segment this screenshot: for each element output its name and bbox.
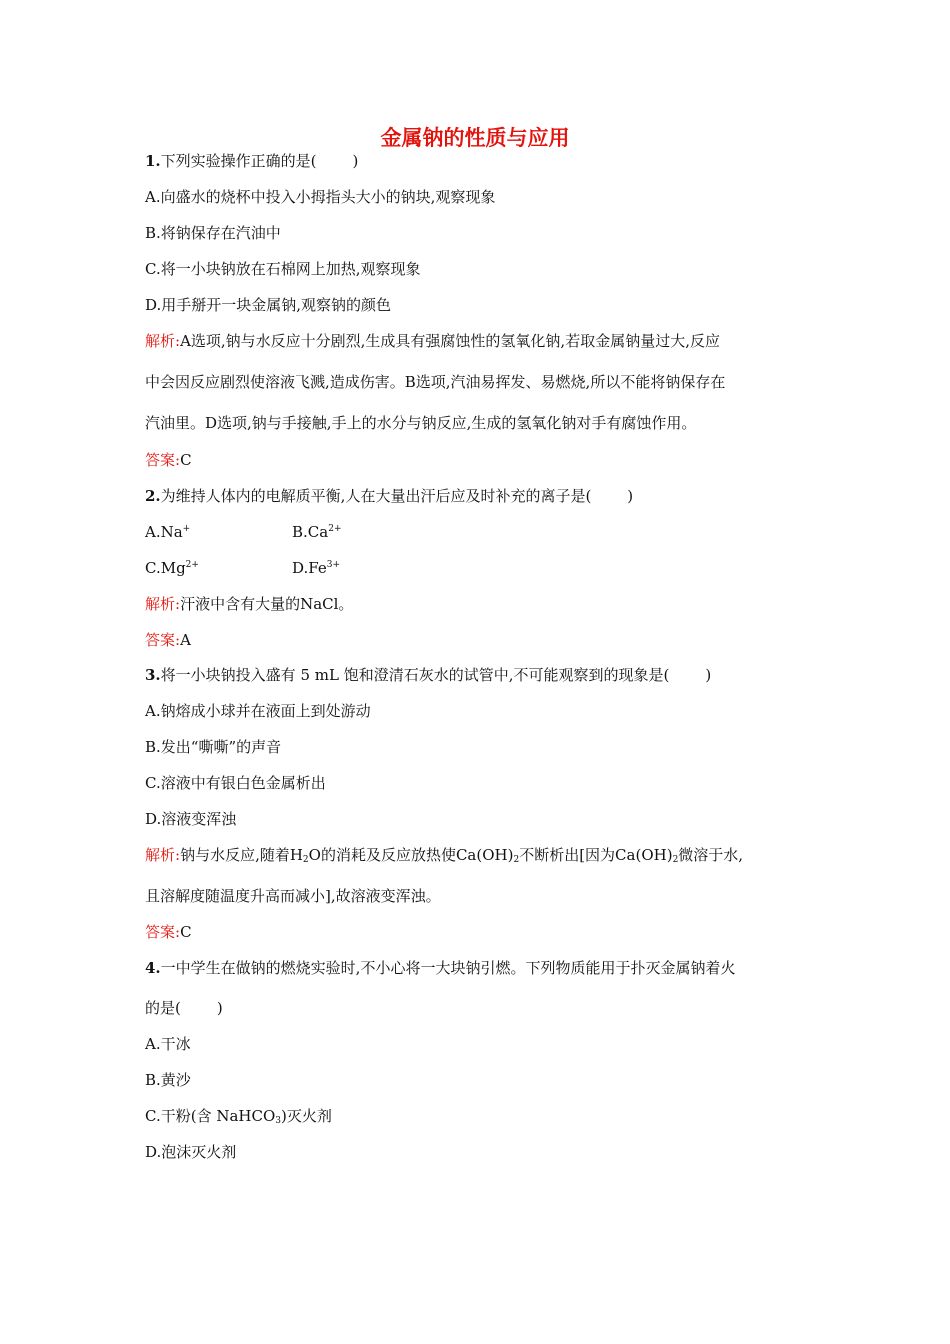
answer-value: A [180, 631, 191, 649]
answer-label: 答案: [145, 631, 181, 649]
option-b: B.将钠保存在汽油中 [145, 224, 281, 242]
superscript: + [182, 524, 191, 534]
subscript: 3 [275, 1116, 281, 1126]
option-c [145, 558, 199, 578]
question-close-paren: ) [627, 487, 634, 505]
question-close-paren: ) [705, 666, 712, 684]
analysis-label: 解析: [145, 846, 181, 864]
question-close-paren: ) [216, 999, 223, 1017]
option-a [145, 522, 190, 542]
option-a: A.向盛水的烧杯中投入小拇指头大小的钠块,观察现象 [145, 188, 496, 206]
question-text: 下列实验操作正确的是( [160, 152, 317, 170]
option-c: C.溶液中有银白色金属析出 [145, 774, 326, 792]
subscript: 2 [513, 855, 520, 865]
option-text: D.Fe [292, 559, 327, 577]
question-text: 将一小块钠投入盛有 5 mL 饱和澄清石灰水的试管中,不可能观察到的现象是( [160, 666, 670, 684]
option-text: C.干粉(含 NaHCO [145, 1107, 276, 1125]
option-b [292, 522, 342, 542]
option-a: A.钠熔成小球并在液面上到处游动 [145, 702, 371, 720]
option-d: D.泡沫灭火剂 [145, 1143, 237, 1161]
option-b: B.黄沙 [145, 1071, 191, 1089]
question-3-stem [145, 665, 711, 685]
answer-value: C [180, 451, 192, 469]
option-c [145, 1106, 332, 1126]
question-close-paren: ) [352, 152, 359, 170]
question-number: 4. [145, 959, 161, 977]
analysis-line: 中会因反应剧烈使溶液飞溅,造成伤害。B选项,汽油易挥发、易燃烧,所以不能将钠保存在 [145, 373, 726, 391]
question-text: 为维持人体内的电解质平衡,人在大量出汗后应及时补充的离子是( [160, 487, 592, 505]
question-number: 3. [145, 666, 161, 684]
option-d [292, 558, 340, 578]
question-1-stem [145, 151, 358, 171]
answer-label: 答案: [145, 451, 181, 469]
analysis-text: 钠与水反应,随着H [180, 846, 303, 864]
analysis-line [145, 594, 353, 614]
superscript: 3+ [326, 560, 341, 570]
option-d: D.溶液变浑浊 [145, 810, 237, 828]
analysis-line: 汽油里。D选项,钠与手接触,手上的水分与钠反应,生成的氢氧化钠对手有腐蚀作用。 [145, 414, 697, 432]
analysis-text: A选项,钠与水反应十分剧烈,生成具有强腐蚀性的氢氧化钠,若取金属钠量过大,反应 [180, 332, 720, 350]
question-2-stem [145, 486, 633, 506]
subscript: 2 [672, 855, 679, 865]
superscript: 2+ [185, 560, 199, 570]
question-text: 的是( [145, 999, 181, 1017]
answer-value: C [180, 923, 192, 941]
answer-line [145, 630, 191, 650]
answer-label: 答案: [145, 923, 181, 941]
answer-line [145, 922, 192, 942]
option-text: C.Mg [145, 559, 186, 577]
analysis-text: O的消耗及反应放热使Ca(OH) [308, 846, 514, 864]
question-4-stem [145, 958, 735, 978]
answer-line [145, 450, 192, 470]
analysis-line [145, 845, 743, 865]
superscript: 2+ [328, 524, 342, 534]
option-text: A.Na [145, 523, 183, 541]
analysis-text: 不断析出[因为Ca(OH) [519, 846, 673, 864]
option-c: C.将一小块钠放在石棉网上加热,观察现象 [145, 260, 421, 278]
analysis-line [145, 331, 720, 351]
analysis-line: 且溶解度随温度升高而减小],故溶液变浑浊。 [145, 887, 441, 905]
question-number: 2. [145, 487, 161, 505]
analysis-text: 汗液中含有大量的NaCl。 [180, 595, 354, 613]
option-a: A.干冰 [145, 1035, 191, 1053]
subscript: 2 [302, 855, 309, 865]
question-number: 1. [145, 152, 161, 170]
option-b: B.发出“嘶嘶”的声音 [145, 738, 282, 756]
question-4-stem-cont [145, 998, 223, 1018]
analysis-label: 解析: [145, 595, 181, 613]
question-text: 一中学生在做钠的燃烧实验时,不小心将一大块钠引燃。下列物质能用于扑灭金属钠着火 [160, 959, 736, 977]
option-text: )灭火剂 [281, 1107, 332, 1125]
analysis-text: 微溶于水, [678, 846, 744, 864]
option-text: B.Ca [292, 523, 329, 541]
page-title: 金属钠的性质与应用 [380, 125, 570, 150]
option-d: D.用手掰开一块金属钠,观察钠的颜色 [145, 296, 392, 314]
analysis-label: 解析: [145, 332, 181, 350]
